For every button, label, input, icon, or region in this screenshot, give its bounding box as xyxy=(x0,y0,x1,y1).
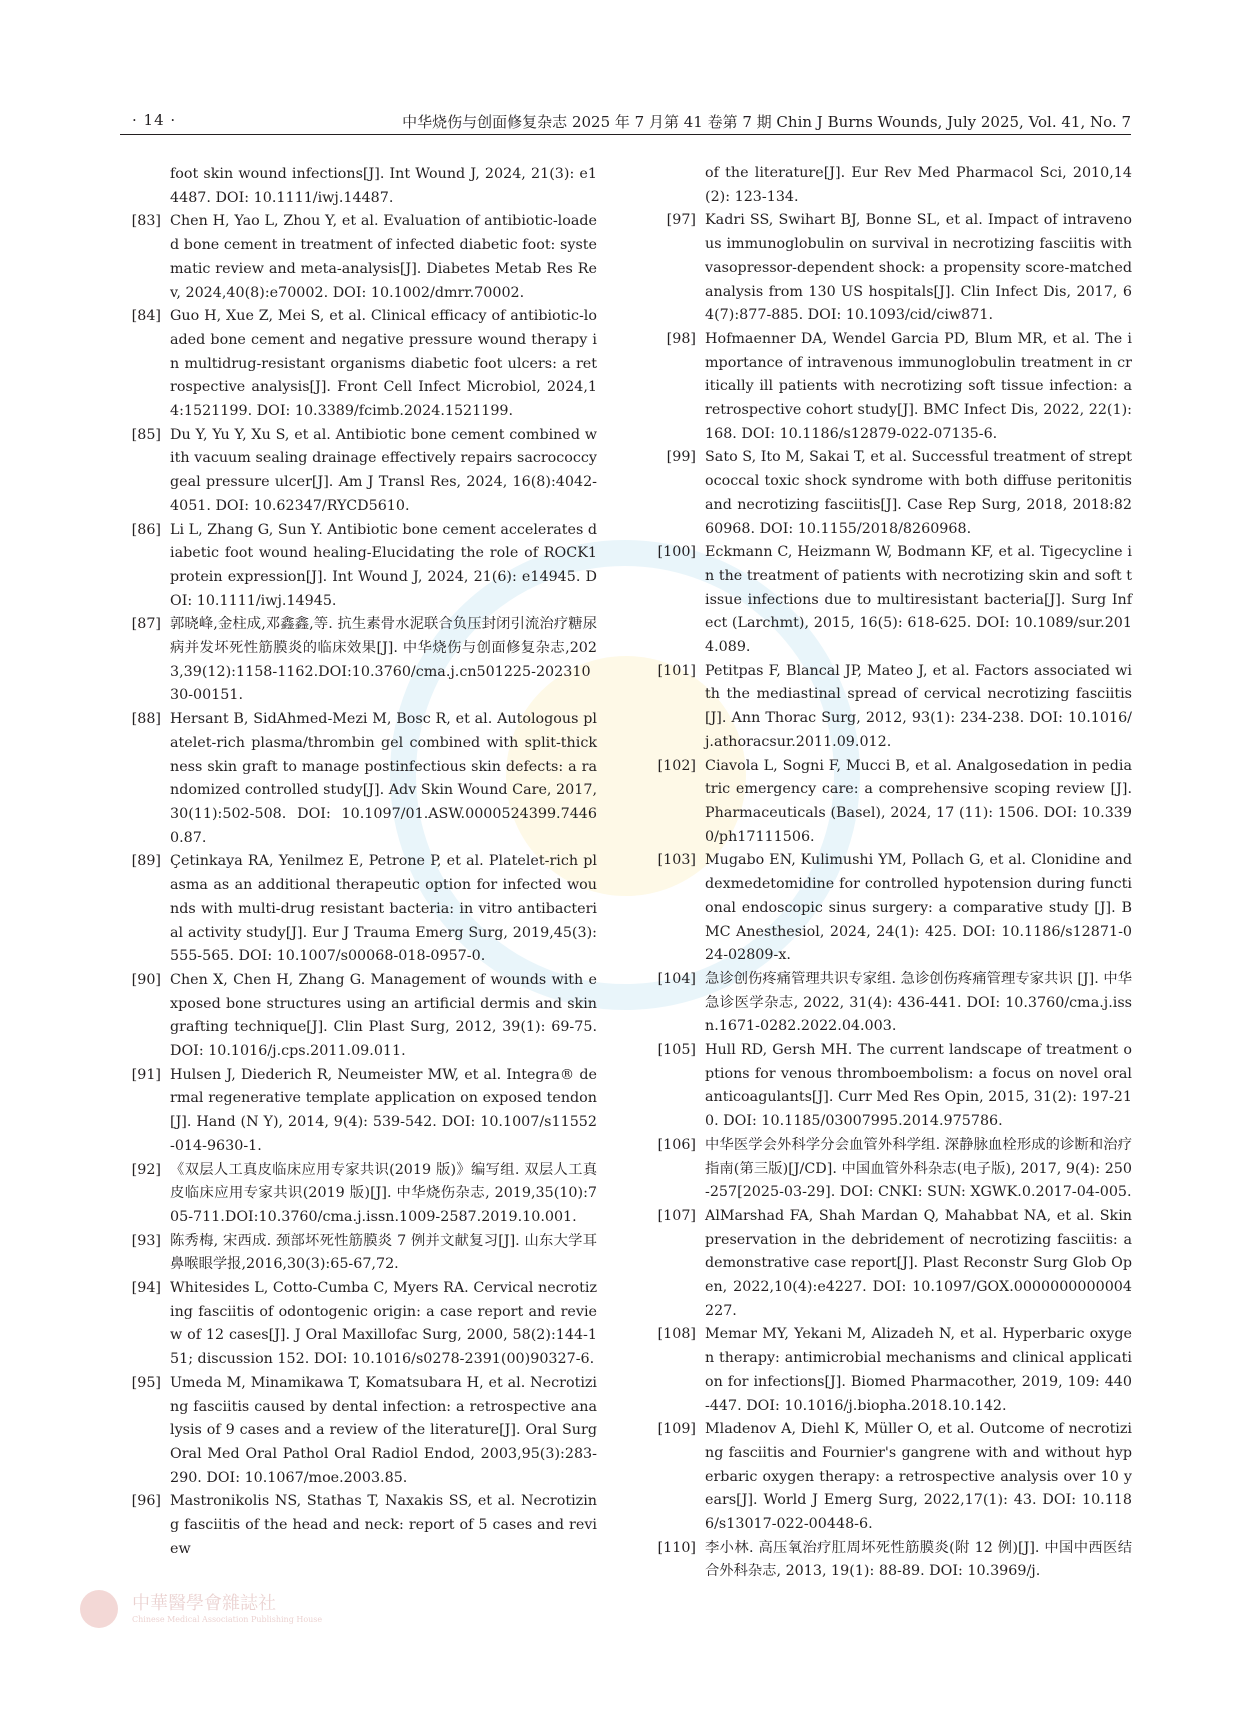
reference-text: Mugabo EN, Kulimushi YM, Pollach G, et al. Clonidine and dexmedetomidine for controlled hypotension during functional endoscopic sinus surgery: a comparative study [J]. BMC Anesthesiol, 2024, 24(1): 425. DOI: 10.1186/s12871-024-02809-x. xyxy=(705,852,1132,964)
reference-number: [103] xyxy=(657,852,696,869)
reference-item xyxy=(652,660,1132,755)
reference-item xyxy=(117,1230,597,1277)
reference-text: Whitesides L, Cotto-Cumba C, Myers RA. Cervical necrotizing fasciitis of odontogenic origin: a case report and review of 12 cases[J]. J Oral Maxillofac Surg, 2000, 58(2):144-151; discussion 152. DOI: 10.1016/s0278-2391(00)90327-6. xyxy=(170,1280,597,1368)
reference-text: Hull RD, Gersh MH. The current landscape of treatment options for venous thromboembolism: a focus on novel oral anticoagulants[J]. Curr Med Res Opin, 2015, 31(2): 197-210. DOI: 10.1185/03007995.2014.975786. xyxy=(705,1042,1132,1130)
reference-text: 郭晓峰,金柱成,邓鑫鑫,等. 抗生素骨水泥联合负压封闭引流治疗糖尿病并发坏死性筋膜炎的临床效果[J]. 中华烧伤与创面修复杂志,2023,39(12):1158-1162.DOI:10.3760/cma.j.cn501225-20231030-00151. xyxy=(170,616,597,704)
reference-number: [87] xyxy=(131,616,161,633)
reference-item xyxy=(117,210,597,305)
reference-number: [101] xyxy=(657,662,696,679)
reference-number: [83] xyxy=(131,213,161,230)
reference-number: [107] xyxy=(657,1207,696,1224)
reference-number: [89] xyxy=(131,853,161,870)
reference-number: [105] xyxy=(657,1042,696,1059)
reference-item xyxy=(117,163,597,210)
journal-citation: 中华烧伤与创面修复杂志 2025 年 7 月第 41 卷第 7 期 Chin J Burns Wounds, July 2025, Vol. 41, No. 7 xyxy=(402,113,1131,131)
reference-text: 中华医学会外科学分会血管外科学组. 深静脉血栓形成的诊断和治疗指南(第三版)[J/CD]. 中国血管外科杂志(电子版), 2017, 9(4): 250-257[2025-03-29]. DOI: CNKI: SUN: XGWK.0.2017-04-005. xyxy=(705,1136,1132,1201)
reference-number: [102] xyxy=(657,757,696,774)
reference-item xyxy=(117,1277,597,1372)
reference-text: Mastronikolis NS, Stathas T, Naxakis SS, et al. Necrotizing fasciitis of the head and neck: report of 5 cases and review xyxy=(170,1493,597,1557)
reference-number: [96] xyxy=(131,1493,161,1510)
reference-number: [106] xyxy=(657,1136,696,1153)
reference-item xyxy=(117,613,597,708)
reference-text: Ciavola L, Sogni F, Mucci B, et al. Analgosedation in pediatric emergency care: a comprehensive scoping review [J]. Pharmaceuticals (Basel), 2024, 17 (11): 1506. DOI: 10.3390/ph17111506. xyxy=(705,757,1132,845)
references-right-column xyxy=(652,162,1132,1584)
references-left-column xyxy=(117,163,597,1561)
publisher-name-en: Chinese Medical Association Publishing House xyxy=(132,1615,323,1624)
reference-text: Chen H, Yao L, Zhou Y, et al. Evaluation of antibiotic-loaded bone cement in treatment of infected diabetic foot: systematic review and meta-analysis[J]. Diabetes Metab Res Rev, 2024,40(8):e70002. DOI: 10.1002/dmrr.70002. xyxy=(170,213,597,301)
reference-number: [85] xyxy=(131,426,161,443)
reference-item xyxy=(652,1537,1132,1584)
reference-item xyxy=(652,849,1132,968)
publisher-logo xyxy=(80,1585,520,1635)
reference-item xyxy=(652,209,1132,328)
reference-text: 急诊创伤疼痛管理共识专家组. 急诊创伤疼痛管理专家共识 [J]. 中华急诊医学杂志, 2022, 31(4): 436-441. DOI: 10.3760/cma.j.issn.1671-0282.2022.04.003. xyxy=(705,970,1132,1035)
reference-number: [95] xyxy=(131,1374,161,1391)
reference-item xyxy=(117,708,597,850)
reference-number: [91] xyxy=(131,1066,161,1083)
reference-number: [108] xyxy=(657,1326,696,1343)
reference-number: [84] xyxy=(131,308,161,325)
reference-item xyxy=(652,1323,1132,1418)
reference-text: Memar MY, Yekani M, Alizadeh N, et al. Hyperbaric oxygen therapy: antimicrobial mechanisms and clinical application for infections[J]. Biomed Pharmacother, 2019, 109: 440-447. DOI: 10.1016/j.biopha.2018.10.142. xyxy=(705,1326,1132,1414)
reference-number: [110] xyxy=(657,1539,696,1556)
reference-text: Çetinkaya RA, Yenilmez E, Petrone P, et al. Platelet-rich plasma as an additional therapeutic option for infected wounds with multi-drug resistant bacteria: in vitro antibacterial activity study[J]. Eur J Trauma Emerg Surg, 2019,45(3):555-565. DOI: 10.1007/s00068-018-0957-0. xyxy=(170,853,597,965)
reference-text: foot skin wound infections[J]. Int Wound J, 2024, 21(3): e14487. DOI: 10.1111/iwj.14487. xyxy=(170,166,597,206)
reference-item xyxy=(652,328,1132,447)
reference-item xyxy=(652,446,1132,541)
reference-item xyxy=(652,1418,1132,1537)
reference-number: [86] xyxy=(131,521,161,538)
reference-number: [104] xyxy=(657,970,696,987)
reference-text: Petitpas F, Blancal JP, Mateo J, et al. Factors associated with the mediastinal spread of cervical necrotizing fasciitis[J]. Ann Thorac Surg, 2012, 93(1): 234-238. DOI: 10.1016/j.athoracsur.2011.09.012. xyxy=(705,662,1132,750)
reference-text: Hersant B, SidAhmed-Mezi M, Bosc R, et al. Autologous platelet-rich plasma/thrombin gel combined with split-thickness skin graft to manage postinfectious skin defects: a randomized controlled study[J]. Adv Skin Wound Care, 2017,30(11):502-508. DOI: 10.1097/01.ASW.0000524399.74460.87. xyxy=(170,711,597,846)
reference-text: Guo H, Xue Z, Mei S, et al. Clinical efficacy of antibiotic-loaded bone cement and negative pressure wound therapy in multidrug-resistant organisms diabetic foot ulcers: a retrospective analysis[J]. Front Cell Infect Microbiol, 2024,14:1521199. DOI: 10.3389/fcimb.2024.1521199. xyxy=(170,308,597,420)
reference-item xyxy=(652,541,1132,660)
reference-text: 陈秀梅, 宋西成. 颈部坏死性筋膜炎 7 例并文献复习[J]. 山东大学耳鼻喉眼学报,2016,30(3):65-67,72. xyxy=(170,1232,597,1273)
reference-text: Umeda M, Minamikawa T, Komatsubara H, et al. Necrotizing fasciitis caused by dental infection: a retrospective analysis of 9 cases and a review of the literature[J]. Oral Surg Oral Med Oral Pathol Oral Radiol Endod, 2003,95(3):283-290. DOI: 10.1067/moe.2003.85. xyxy=(170,1374,597,1486)
reference-text: Eckmann C, Heizmann W, Bodmann KF, et al. Tigecycline in the treatment of patients with necrotizing skin and soft tissue infections due to multiresistant bacteria[J]. Surg Infect (Larchmt), 2015, 16(5): 618-625. DOI: 10.1089/sur.2014.089. xyxy=(705,544,1132,656)
reference-number: [97] xyxy=(666,212,696,229)
reference-item xyxy=(117,519,597,614)
reference-text: Hulsen J, Diederich R, Neumeister MW, et al. Integra® dermal regenerative template application on exposed tendon[J]. Hand (N Y), 2014, 9(4): 539-542. DOI: 10.1007/s11552-014-9630-1. xyxy=(170,1066,597,1154)
reference-text: 《双层人工真皮临床应用专家共识(2019 版)》编写组. 双层人工真皮临床应用专家共识(2019 版)[J]. 中华烧伤杂志, 2019,35(10):705-711.DOI:10.3760/cma.j.issn.1009-2587.2019.10.001. xyxy=(170,1161,597,1225)
page-number: · 14 · xyxy=(132,111,177,129)
reference-item xyxy=(652,1205,1132,1324)
reference-text: AlMarshad FA, Shah Mardan Q, Mahabbat NA, et al. Skin preservation in the debridement of necrotizing fasciitis: a demonstrative case report[J]. Plast Reconstr Surg Glob Open, 2022,10(4):e4227. DOI: 10.1097/GOX.0000000000004227. xyxy=(705,1207,1132,1319)
reference-number: [92] xyxy=(131,1161,161,1178)
reference-text: Du Y, Yu Y, Xu S, et al. Antibiotic bone cement combined with vacuum sealing drainage effectively repairs sacrococcygeal pressure ulcer[J]. Am J Transl Res, 2024, 16(8):4042-4051. DOI: 10.62347/RYCD5610. xyxy=(170,426,597,514)
page-header xyxy=(120,108,1131,135)
reference-number: [88] xyxy=(131,711,161,728)
reference-number: [98] xyxy=(666,330,696,347)
reference-number: [109] xyxy=(657,1421,696,1438)
reference-item xyxy=(652,755,1132,850)
reference-text: Kadri SS, Swihart BJ, Bonne SL, et al. Impact of intravenous immunoglobulin on survival in necrotizing fasciitis with vasopressor-dependent shock: a propensity score-matched analysis from 130 US hospitals[J]. Clin Infect Dis, 2017, 64(7):877-885. DOI: 10.1093/cid/ciw871. xyxy=(705,212,1132,324)
reference-number: [94] xyxy=(131,1280,161,1297)
reference-number: [100] xyxy=(657,544,696,561)
reference-item xyxy=(652,1134,1132,1205)
reference-text: Mladenov A, Diehl K, Müller O, et al. Outcome of necrotizing fasciitis and Fournier's gangrene with and without hyperbaric oxygen therapy: a retrospective analysis over 10 years[J]. World J Emerg Surg, 2022,17(1): 43. DOI: 10.1186/s13017-022-00448-6. xyxy=(705,1421,1132,1533)
reference-item xyxy=(117,1064,597,1159)
reference-item xyxy=(117,424,597,519)
reference-item xyxy=(117,1490,597,1561)
reference-text: Chen X, Chen H, Zhang G. Management of wounds with exposed bone structures using an artificial dermis and skin grafting technique[J]. Clin Plast Surg, 2012, 39(1): 69-75. DOI: 10.1016/j.cps.2011.09.011. xyxy=(170,971,597,1060)
reference-item xyxy=(117,969,597,1064)
reference-item xyxy=(117,850,597,969)
reference-text: 李小林. 高压氧治疗肛周坏死性筋膜炎(附 12 例)[J]. 中国中西医结合外科杂志, 2013, 19(1): 88-89. DOI: 10.3969/j. xyxy=(705,1539,1132,1580)
reference-text: of the literature[J]. Eur Rev Med Pharmacol Sci, 2010,14(2): 123-134. xyxy=(705,165,1132,205)
reference-number: [93] xyxy=(131,1232,161,1249)
publisher-name-cn: 中華醫學會雜誌社 xyxy=(132,1593,276,1614)
reference-number: [90] xyxy=(131,971,161,988)
reference-item xyxy=(117,1159,597,1230)
reference-item xyxy=(117,1372,597,1491)
reference-item xyxy=(117,305,597,424)
reference-item xyxy=(652,1039,1132,1134)
reference-item xyxy=(652,162,1132,209)
flower-logo-icon xyxy=(80,1590,118,1628)
reference-text: Hofmaenner DA, Wendel Garcia PD, Blum MR, et al. The importance of intravenous immunoglobulin treatment in critically ill patients with necrotizing soft tissue infection: a retrospective cohort study[J]. BMC Infect Dis, 2022, 22(1): 168. DOI: 10.1186/s12879-022-07135-6. xyxy=(705,330,1132,442)
reference-number: [99] xyxy=(666,449,696,466)
reference-item xyxy=(652,968,1132,1039)
reference-text: Li L, Zhang G, Sun Y. Antibiotic bone cement accelerates diabetic foot wound healing-Elucidating the role of ROCK1 protein expression[J]. Int Wound J, 2024, 21(6): e14945. DOI: 10.1111/iwj.14945. xyxy=(170,521,597,609)
reference-text: Sato S, Ito M, Sakai T, et al. Successful treatment of streptococcal toxic shock syndrome with both diffuse peritonitis and necrotizing fasciitis[J]. Case Rep Surg, 2018, 2018:8260968. DOI: 10.1155/2018/8260968. xyxy=(705,449,1132,537)
